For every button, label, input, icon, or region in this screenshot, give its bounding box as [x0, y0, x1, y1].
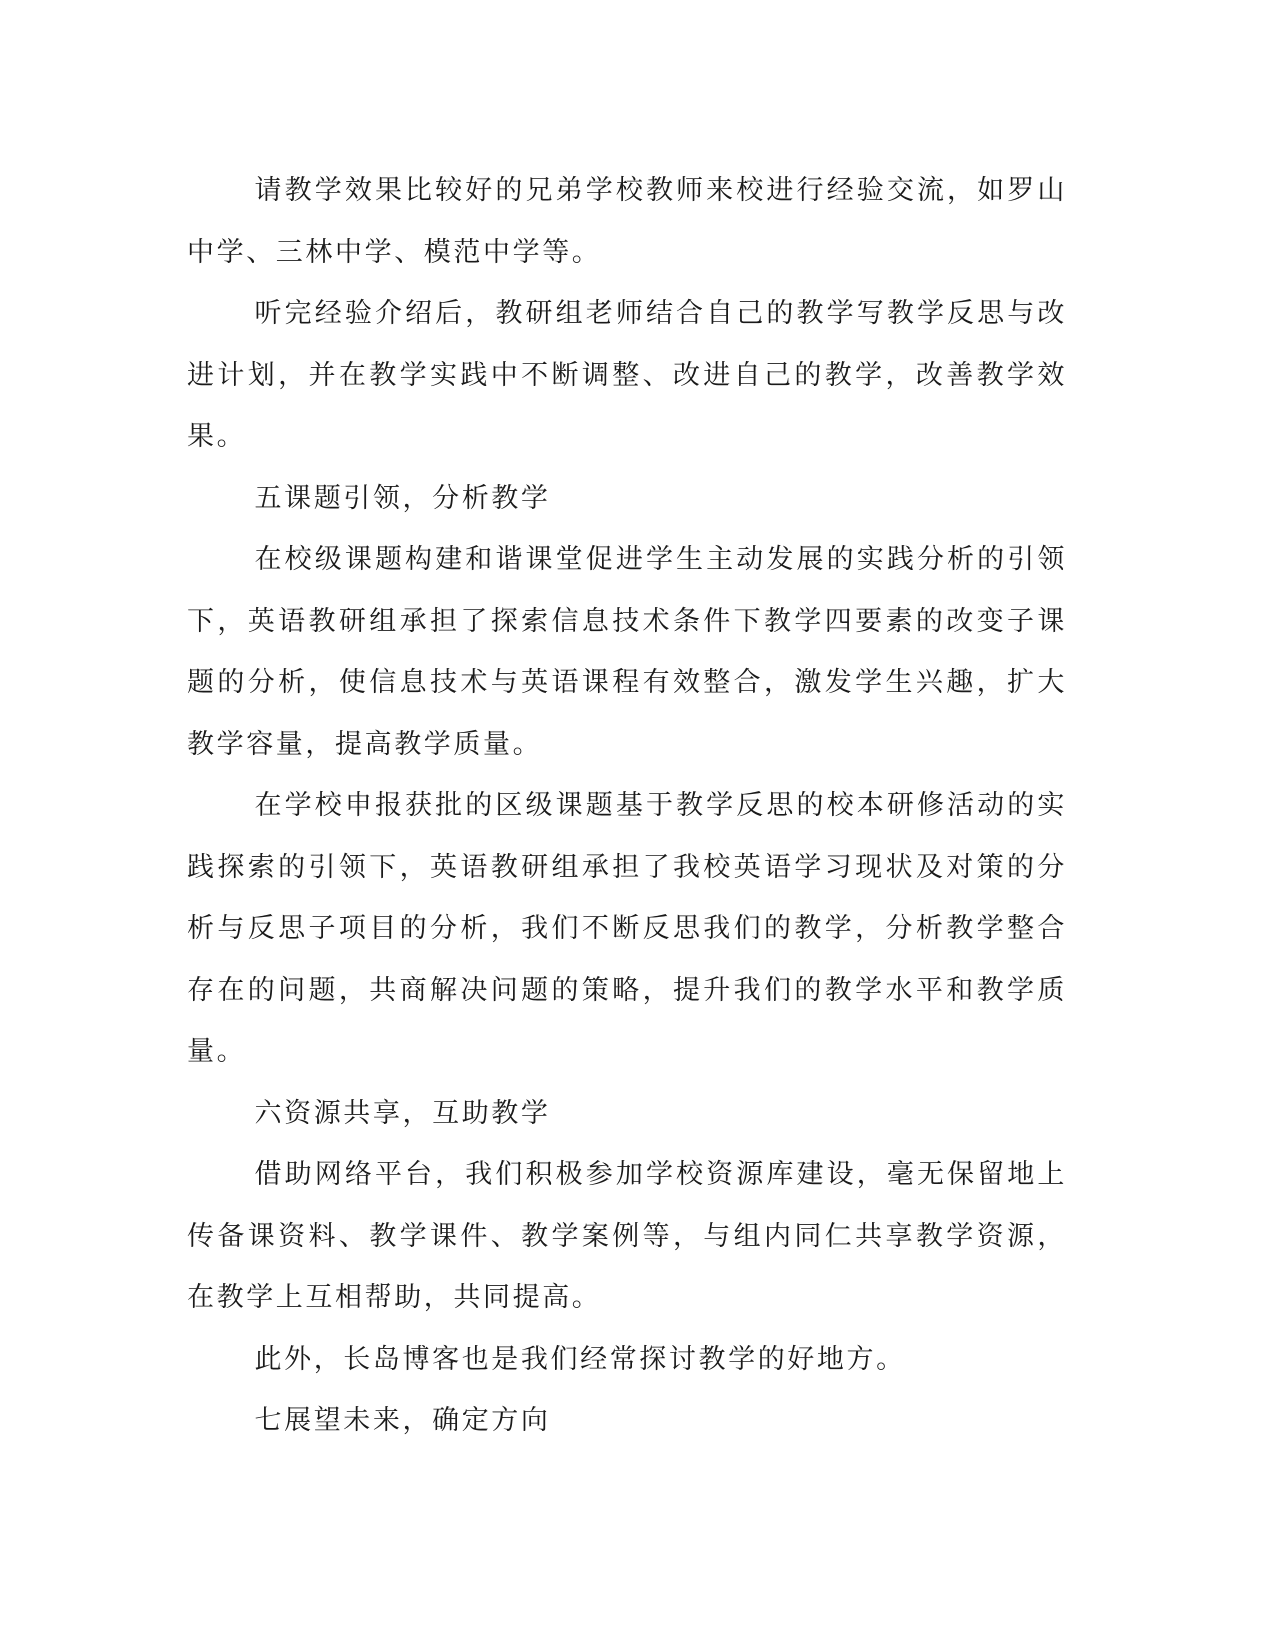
section-heading: 六资源共享，互助教学: [254, 1097, 551, 1129]
paragraph: 在校级课题构建和谐课堂促进学生主动发展的实践分析的引领下，英语教研组承担了探索信息技术条件下教学四要素的改变子课题的分析，使信息技术与英语课程有效整合，激发学生兴趣，扩大教学容量，提高教学质量。: [187, 544, 1067, 760]
section-heading: 七展望未来，确定方向: [254, 1405, 551, 1436]
document-body: [187, 160, 1067, 1452]
paragraph: 听完经验介绍后，教研组老师结合自己的教学写教学反思与改进计划，并在教学实践中不断调整、改进自己的教学，改善教学效果。: [187, 298, 1067, 452]
section-heading: 五课题引领，分析教学: [254, 482, 551, 514]
paragraph: 在学校申报获批的区级课题基于教学反思的校本研修活动的实践探索的引领下，英语教研组承担了我校英语学习现状及对策的分析与反思子项目的分析，我们不断反思我们的教学，分析教学整合存在的问题，共商解决问题的策略，提升我们的教学水平和教学质量。: [187, 790, 1067, 1067]
paragraph: 借助网络平台，我们积极参加学校资源库建设，毫无保留地上传备课资料、教学课件、教学案例等，与组内同仁共享教学资源，在教学上互相帮助，共同提高。: [187, 1159, 1067, 1313]
paragraph: 此外，长岛博客也是我们经常探讨教学的好地方。: [254, 1343, 906, 1375]
paragraph: 请教学效果比较好的兄弟学校教师来校进行经验交流，如罗山中学、三林中学、模范中学等。: [187, 175, 1067, 268]
